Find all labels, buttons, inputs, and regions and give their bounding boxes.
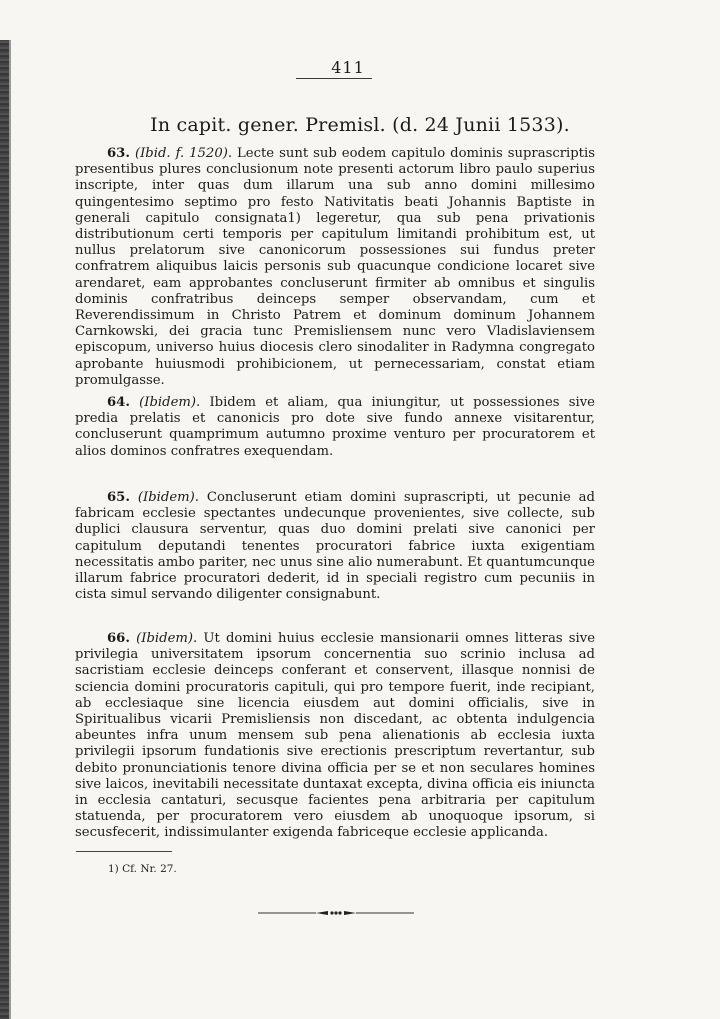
entry-number: 64. bbox=[107, 395, 130, 410]
page-number-rule bbox=[296, 78, 372, 79]
entry-number: 65. bbox=[107, 490, 130, 505]
entry-number: 66. bbox=[107, 631, 130, 646]
entry-text: Ut domini huius ecclesie mansionarii omnes litteras sive privilegia universitatem ipsorum concernentia suo scrinio inclusa ad sacristiam ecclesie deinceps conferant et conservent, illasque nonnisi de sciencia domini procuratoris capituli, qui pro tempore fuerit, inde recipiant, ab ecclesiaque sine licencia eiusdem aut domini officialis, sive in Spiritualibus vicarii Premisliensis non discedant, ac obtenta indulgencia abeuntes infra unum mensem sub pena alienationis ab ecclesia iuxta privilegii ipsorum fundationis sive erectionis prescriptum revertantur, sub debito pronunciationis tenore divina officia per se et non seculares homines sive laicos, inevitabili necessitate duntaxat excepta, divina officia eis iniuncta in ecclesia cantaturi, secusque facientes pena arbitraria per capitulum statuenda, per procuratorem vero eiusdem ab unoquoque ipsorum, si secusfecerit, indissimulanter exigenda fabriceque ecclesie applicanda. bbox=[75, 631, 596, 841]
entry-text: Concluserunt etiam domini suprascripti, ut pecunie ad fabricam ecclesie spectantes undecunque provenientes, sive collecte, sub duplici clausura serventur, quas duo domini prelati sive canonici per capitulum deputandi tenentes procuratori fabrice iuxta exigentiam necessitatis ambo pariter, nec unus sine alio numerabunt. Et quantumcunque illarum fabrice procuratori dederit, id in speciali registro cum pecuniis in cista simul servando diligenter consignabunt. bbox=[75, 490, 595, 603]
footnote-rule bbox=[76, 851, 172, 852]
entry-63 bbox=[75, 146, 595, 389]
entry-source: (Ibidem). bbox=[139, 395, 201, 410]
entry-text: Lecte sunt sub eodem capitulo dominis suprascriptis presentibus plures conclusionum note presenti actorum libro paulo superius inscripte, inter quas dum illarum una sub anno domini millesimo quingentesimo septimo pro festo Nativitatis beati Johannis Baptiste in generali capitulo consignata1) legeretur, qua sub pena privationis distributionum certi temporis per capitulum limitandi prohibitum est, ut nullus prelatorum sive canonicorum possessiones sui fundus preter confratrem aliquibus laicis personis sub quacunque condicione locaret sive arendaret, eam approbantes concluserunt firmiter ab omnibus et singulis dominis confratribus deinceps semper observandam, cum et Reverendissimum in Christo Patrem et dominum dominum Johannem Carnkowski, dei gracia tunc Premisliensem nunc vero Vladislaviensem episcopum, universo huius diocesis clero sinodaliter in Radymna congregato aprobante huiusmodi prohibicionem, ut pernecessariam, constat etiam promulgasse. bbox=[75, 146, 595, 388]
entry-number: 63. bbox=[107, 146, 130, 161]
binding-shadow bbox=[9, 40, 11, 1019]
entry-source: (Ibidem). bbox=[136, 631, 198, 646]
entry-text: Ibidem et aliam, qua iniungitur, ut possessiones sive predia prelatis et canonicis pro dote sive fundo annexe visitarentur, concluserunt quamprimum autumno proxime venturo per procuratorem et alios dominos confratres exequendam. bbox=[75, 395, 595, 459]
entry-65 bbox=[75, 490, 595, 603]
book-binding-edge bbox=[0, 40, 9, 1019]
entry-66 bbox=[75, 631, 595, 842]
entry-source: (Ibidem). bbox=[137, 490, 199, 505]
section-heading: In capit. gener. Premisl. (d. 24 Junii 1533). bbox=[150, 114, 570, 136]
end-ornament-icon bbox=[258, 908, 414, 918]
page-number: 411 bbox=[331, 58, 365, 77]
footnote: 1) Cf. Nr. 27. bbox=[108, 863, 177, 875]
entry-64 bbox=[75, 395, 595, 460]
entry-source: (Ibid. f. 1520). bbox=[134, 146, 233, 161]
